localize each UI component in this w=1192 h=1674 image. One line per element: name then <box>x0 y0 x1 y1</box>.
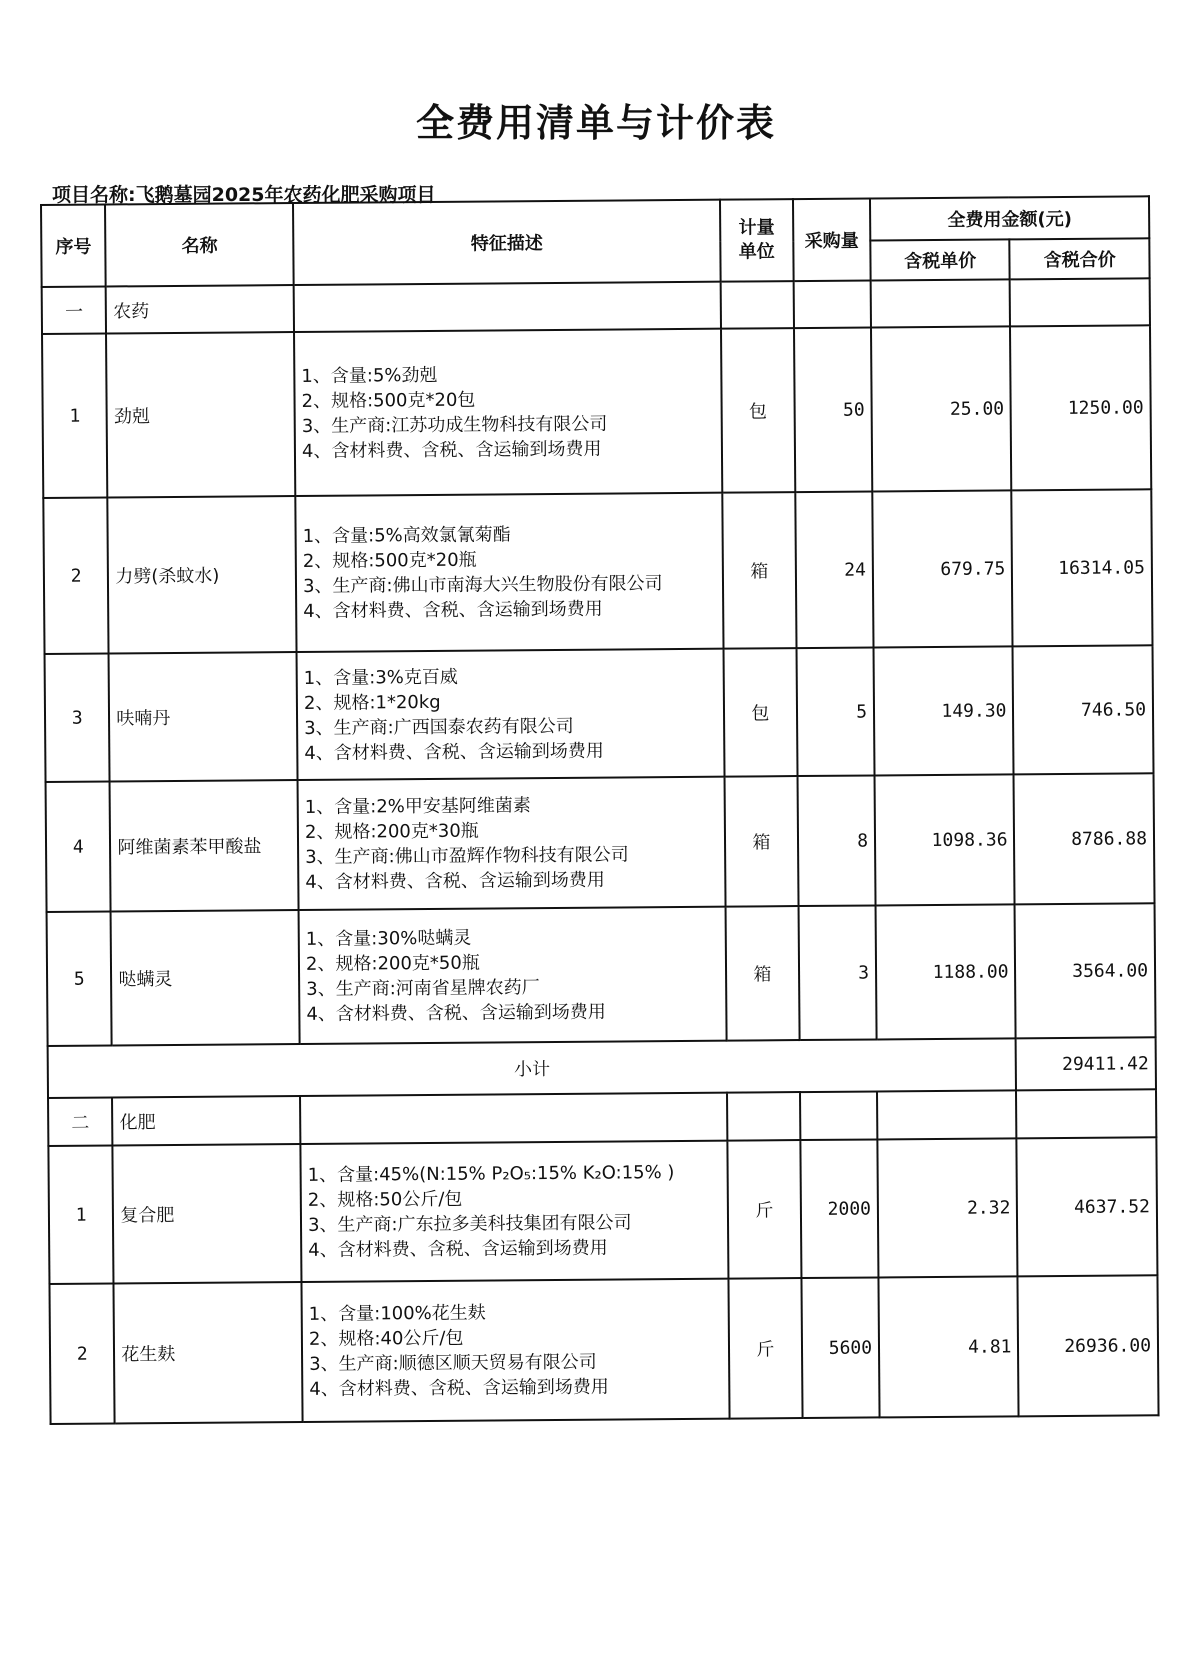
table-row <box>43 489 1152 654</box>
row-unit: 斤 <box>728 1278 802 1419</box>
pricing-table <box>40 195 1160 1425</box>
header-total-price: 含税合价 <box>1010 238 1150 279</box>
row-unit: 箱 <box>725 906 799 1041</box>
row-name: 劲剋 <box>106 332 295 497</box>
row-seq: 3 <box>45 653 110 782</box>
row-unit: 包 <box>721 328 795 493</box>
row-unit-price: 1188.00 <box>876 904 1016 1039</box>
row-name: 阿维菌素苯甲酸盐 <box>110 780 299 911</box>
header-qty: 采购量 <box>793 198 871 281</box>
row-unit: 斤 <box>727 1140 801 1279</box>
section-name: 化肥 <box>112 1096 300 1145</box>
subtotal-label: 小计 <box>48 1038 1017 1098</box>
row-qty: 5600 <box>801 1277 879 1418</box>
row-total: 4637.52 <box>1017 1137 1158 1276</box>
header-total-group: 全费用金额(元) <box>870 196 1149 240</box>
row-unit-price: 1098.36 <box>875 774 1015 905</box>
row-name: 力劈(杀蚊水) <box>108 496 297 653</box>
row-unit-price: 2.32 <box>877 1138 1018 1277</box>
row-qty: 24 <box>795 491 873 648</box>
row-unit-price: 679.75 <box>872 490 1013 647</box>
row-total: 1250.00 <box>1010 325 1151 490</box>
header-name: 名称 <box>105 203 293 286</box>
row-name: 花生麸 <box>114 1282 303 1423</box>
row-qty: 5 <box>796 647 874 776</box>
header-unit-price: 含税单价 <box>870 239 1010 280</box>
row-unit-price: 4.81 <box>879 1276 1020 1417</box>
header-unit: 计量单位 <box>720 199 794 282</box>
header-seq: 序号 <box>41 204 106 287</box>
row-seq: 2 <box>43 497 109 654</box>
section-seq: 二 <box>48 1097 113 1146</box>
table-row <box>46 773 1155 912</box>
row-seq: 5 <box>47 911 112 1046</box>
row-seq: 2 <box>49 1283 114 1424</box>
row-total: 3564.00 <box>1015 903 1156 1038</box>
subtotal-value: 29411.42 <box>1016 1037 1156 1090</box>
row-unit: 包 <box>723 648 797 777</box>
row-desc: 1、含量:3%克百威 2、规格:1*20kg 3、生产商:广西国泰农药有限公司 4、含材料费、含税、含运输到场费用 <box>297 649 725 780</box>
row-qty: 2000 <box>800 1139 878 1278</box>
document-title: 全费用清单与计价表 <box>415 101 776 145</box>
table-row <box>42 325 1151 498</box>
row-name: 复合肥 <box>113 1144 302 1283</box>
row-desc: 1、含量:5%劲剋 2、规格:500克*20包 3、生产商:江苏功成生物科技有限公司 4、含材料费、含税、含运输到场费用 <box>294 329 722 496</box>
row-seq: 1 <box>42 333 108 498</box>
section-row <box>48 1089 1156 1146</box>
row-desc: 1、含量:45%(N:15% P₂O₅:15% K₂O:15% ) 2、规格:50公斤/包 3、生产商:广东拉多美科技集团有限公司 4、含材料费、含税、含运输到场费用 <box>300 1141 728 1282</box>
section-seq: 一 <box>42 286 107 334</box>
row-qty: 3 <box>798 905 876 1040</box>
row-name: 呋喃丹 <box>109 652 298 781</box>
row-desc: 1、含量:100%花生麸 2、规格:40公斤/包 3、生产商:顺德区顺天贸易有限公司 4、含材料费、含税、含运输到场费用 <box>302 1279 730 1422</box>
row-name: 哒螨灵 <box>111 910 300 1045</box>
row-qty: 8 <box>797 775 875 906</box>
row-unit-price: 25.00 <box>871 326 1012 491</box>
subtotal-row <box>48 1037 1156 1098</box>
row-seq: 1 <box>48 1145 113 1284</box>
header-desc: 特征描述 <box>293 200 721 285</box>
row-qty: 50 <box>794 327 873 492</box>
row-total: 8786.88 <box>1014 773 1155 904</box>
section-name: 农药 <box>106 285 294 333</box>
row-total: 746.50 <box>1013 645 1154 774</box>
project-name: 项目名称:飞鹅墓园2025年农药化肥采购项目 <box>52 184 436 206</box>
row-unit: 箱 <box>724 776 798 907</box>
table-row <box>45 645 1154 782</box>
row-unit: 箱 <box>722 492 796 649</box>
table-row <box>48 1137 1157 1284</box>
row-total: 16314.05 <box>1012 489 1153 646</box>
row-desc: 1、含量:30%哒螨灵 2、规格:200克*50瓶 3、生产商:河南省星牌农药厂 4、含材料费、含税、含运输到场费用 <box>299 907 727 1044</box>
row-seq: 4 <box>46 781 111 912</box>
row-desc: 1、含量:5%高效氯氰菊酯 2、规格:500克*20瓶 3、生产商:佛山市南海大兴生物股份有限公司 4、含材料费、含税、含运输到场费用 <box>295 493 723 652</box>
row-unit-price: 149.30 <box>874 646 1014 775</box>
table-row <box>47 903 1156 1046</box>
row-total: 26936.00 <box>1018 1275 1159 1416</box>
row-desc: 1、含量:2%甲安基阿维菌素 2、规格:200克*30瓶 3、生产商:佛山市盈辉作物科技有限公司 4、含材料费、含税、含运输到场费用 <box>298 777 726 910</box>
table-row <box>49 1275 1158 1424</box>
